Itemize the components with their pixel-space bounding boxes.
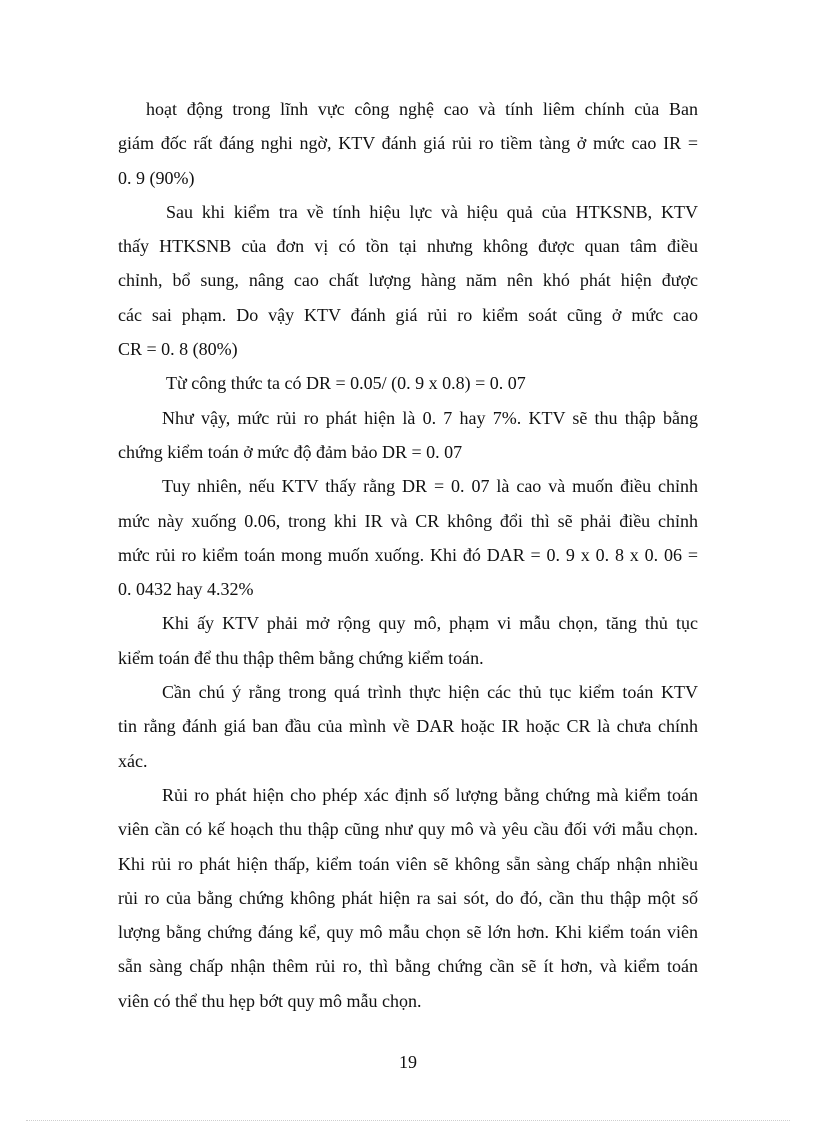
text-line: Khi rủi ro phát hiện thấp, kiểm toán viên sẽ không sẵn sàng chấp nhận nhiều	[118, 853, 698, 874]
text-line: tin rằng đánh giá ban đầu của mình về DAR hoặc IR hoặc CR là chưa chính	[118, 716, 698, 737]
text-line: xác.	[118, 750, 148, 771]
text-line: Như vậy, mức rủi ro phát hiện là 0. 7 hay 7%. KTV sẽ thu thập bằng	[162, 407, 698, 428]
text-line: Từ công thức ta có DR = 0.05/ (0. 9 x 0.8) = 0. 07	[166, 373, 526, 394]
text-line: CR = 0. 8 (80%)	[118, 339, 238, 360]
text-line: 0. 0432 hay 4.32%	[118, 579, 254, 600]
text-line: mức này xuống 0.06, trong khi IR và CR không đổi thì sẽ phải điều chỉnh	[118, 510, 698, 531]
page-number: 19	[399, 1052, 417, 1072]
text-line: Rủi ro phát hiện cho phép xác định số lượng bằng chứng mà kiểm toán	[162, 784, 698, 805]
text-line: chứng kiểm toán ở mức độ đảm bảo DR = 0. 07	[118, 441, 463, 462]
text-line: rủi ro của bằng chứng không phát hiện ra sai sót, do đó, cần thu thập một số	[118, 887, 698, 908]
text-line: hoạt động trong lĩnh vực công nghệ cao và tính liêm chính của Ban	[146, 99, 698, 119]
text-line: mức rủi ro kiểm toán mong muốn xuống. Khi đó DAR = 0. 9 x 0. 8 x 0. 06 =	[118, 544, 698, 565]
text-line: 0. 9 (90%)	[118, 167, 195, 188]
text-line: Sau khi kiểm tra về tính hiệu lực và hiệu quả của HTKSNB, KTV	[166, 201, 698, 222]
text-line: giám đốc rất đáng nghi ngờ, KTV đánh giá rủi ro tiềm tàng ở mức cao IR =	[118, 133, 698, 154]
text-line: lượng bằng chứng đáng kể, quy mô mẫu chọn sẽ lớn hơn. Khi kiểm toán viên	[118, 922, 698, 943]
text-line: các sai phạm. Do vậy KTV đánh giá rủi ro kiểm soát cũng ở mức cao	[118, 304, 698, 325]
text-line: sẵn sàng chấp nhận thêm rủi ro, thì bằng chứng cần sẽ ít hơn, và kiểm toán	[118, 956, 698, 977]
text-line: Tuy nhiên, nếu KTV thấy rằng DR = 0. 07 là cao và muốn điều chỉnh	[162, 476, 698, 497]
text-line: kiểm toán để thu thập thêm bằng chứng kiểm toán.	[118, 647, 484, 668]
text-line: Khi ấy KTV phải mở rộng quy mô, phạm vi mẫu chọn, tăng thủ tục	[162, 613, 698, 634]
text-line: thấy HTKSNB của đơn vị có tồn tại nhưng không được quan tâm điều	[118, 236, 698, 257]
text-line: Cần chú ý rằng trong quá trình thực hiện các thủ tục kiểm toán KTV	[162, 682, 698, 703]
text-line: viên có thể thu hẹp bớt quy mô mẫu chọn.	[118, 990, 422, 1011]
text-line: chỉnh, bổ sung, nâng cao chất lượng hàng năm nên khó phát hiện được	[118, 270, 698, 291]
page-divider	[26, 1120, 790, 1121]
text-line: viên cần có kế hoạch thu thập cũng như quy mô và yêu cầu đối với mẫu chọn.	[118, 819, 698, 840]
document-body	[118, 92, 698, 1018]
